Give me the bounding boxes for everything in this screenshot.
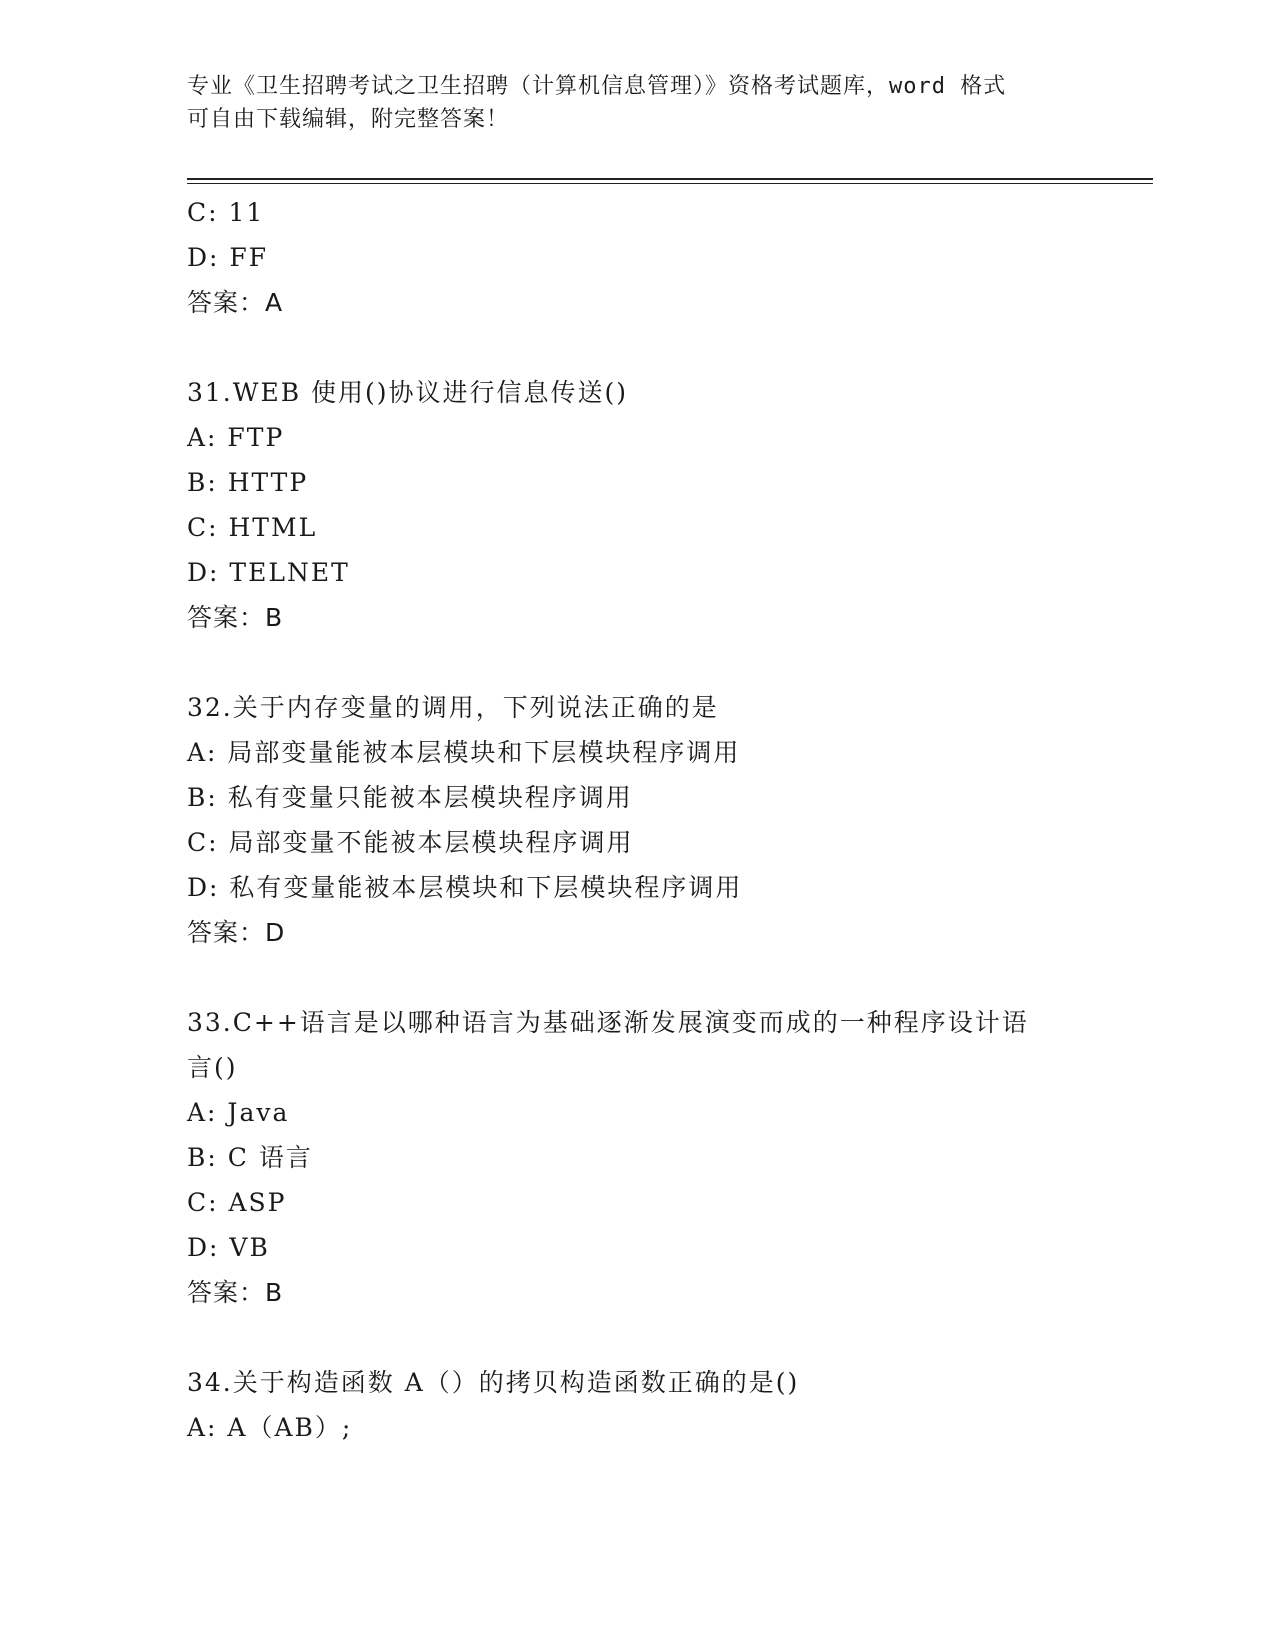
option-d: D: TELNET <box>187 558 350 587</box>
question-30-tail <box>187 190 1087 326</box>
header-line-2: 可自由下载编辑，附完整答案！ <box>187 107 510 132</box>
option-a: A: 局部变量能被本层模块和下层模块程序调用 <box>187 738 741 767</box>
question-stem: 34.关于构造函数 A（）的拷贝构造函数正确的是() <box>187 1368 800 1397</box>
option-a: A: A（AB）; <box>187 1413 353 1442</box>
option-a: A: Java <box>187 1098 290 1127</box>
answer-line: 答案：A <box>187 288 284 317</box>
question-stem-line-2: 言() <box>187 1053 238 1082</box>
option-b: B: 私有变量只能被本层模块程序调用 <box>187 783 633 812</box>
option-c: C: 局部变量不能被本层模块程序调用 <box>187 828 634 857</box>
question-stem-line-1: 33.C++语言是以哪种语言为基础逐渐发展演变而成的一种程序设计语 <box>187 1008 1029 1037</box>
question-stem: 31.WEB 使用()协议进行信息传送() <box>187 378 629 407</box>
answer-line: 答案：D <box>187 918 286 947</box>
answer-line: 答案：B <box>187 1278 284 1307</box>
header-line-1: 专业《卫生招聘考试之卫生招聘（计算机信息管理）》资格考试题库，word 格式 <box>187 74 1007 99</box>
option-b: B: HTTP <box>187 468 309 497</box>
answer-line: 答案：B <box>187 603 284 632</box>
option-d: D: FF <box>187 243 269 272</box>
option-d: D: 私有变量能被本层模块和下层模块程序调用 <box>187 873 743 902</box>
document-header <box>187 70 1087 136</box>
option-a: A: FTP <box>187 423 285 452</box>
question-33 <box>187 1000 1087 1316</box>
option-c: C: HTML <box>187 513 318 542</box>
question-31 <box>187 370 1087 641</box>
option-c: C: 11 <box>187 198 265 227</box>
question-list <box>187 190 1087 1450</box>
question-32 <box>187 685 1087 956</box>
question-34 <box>187 1360 1087 1450</box>
option-c: C: ASP <box>187 1188 287 1217</box>
question-stem: 32.关于内存变量的调用，下列说法正确的是 <box>187 693 719 722</box>
option-d: D: VB <box>187 1233 270 1262</box>
header-rule-thick <box>187 178 1153 180</box>
option-b: B: C 语言 <box>187 1143 313 1172</box>
header-rule-thin <box>187 183 1153 184</box>
